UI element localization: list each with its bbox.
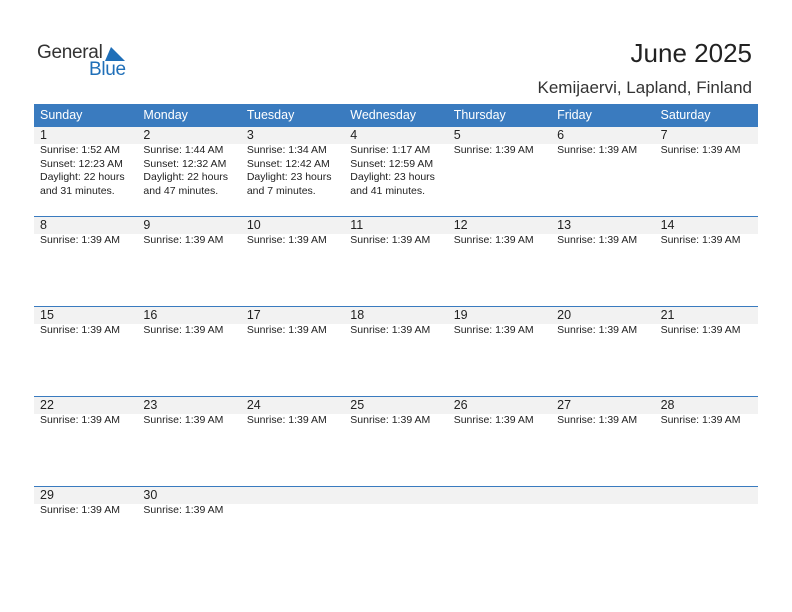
weekday-thursday: Thursday <box>453 108 506 122</box>
day-number: 19 <box>453 308 468 322</box>
logo-text-general: General <box>37 42 103 63</box>
day-cell <box>551 397 654 487</box>
weekday-header <box>34 104 758 126</box>
day-sun-info: Sunrise: 1:44 AM Sunset: 12:32 AM Daylight: 22 hours and 47 minutes. <box>143 144 229 197</box>
day-cell <box>241 127 344 217</box>
day-sun-info: Sunrise: 1:39 AM <box>143 504 224 516</box>
day-sun-info: Sunrise: 1:39 AM <box>660 324 741 336</box>
day-sun-info: Sunrise: 1:39 AM <box>453 144 534 156</box>
day-cell <box>655 397 758 487</box>
day-cell <box>344 307 447 397</box>
day-cell <box>551 487 654 577</box>
day-cell <box>137 127 240 217</box>
day-sun-info: Sunrise: 1:39 AM <box>557 144 638 156</box>
day-number: 2 <box>143 128 151 142</box>
day-cell <box>655 127 758 217</box>
day-sun-info: Sunrise: 1:39 AM <box>350 234 431 246</box>
day-sun-info: Sunrise: 1:39 AM <box>557 234 638 246</box>
day-cell <box>34 397 137 487</box>
day-cell <box>241 487 344 577</box>
day-number: 9 <box>143 218 151 232</box>
day-number: 28 <box>660 398 675 412</box>
calendar-week-row <box>34 396 758 487</box>
day-sun-info: Sunrise: 1:39 AM <box>350 324 431 336</box>
day-sun-info: Sunrise: 1:52 AM Sunset: 12:23 AM Daylight: 22 hours and 31 minutes. <box>40 144 125 197</box>
day-number: 12 <box>453 218 468 232</box>
day-sun-info: Sunrise: 1:39 AM <box>40 234 120 246</box>
day-cell <box>448 217 551 307</box>
day-cell <box>448 307 551 397</box>
day-cell <box>655 307 758 397</box>
calendar-week-row <box>34 486 758 577</box>
day-cell <box>137 487 240 577</box>
day-number: 4 <box>350 128 358 142</box>
day-number: 17 <box>246 308 261 322</box>
location-label: Kemijaervi, Lapland, Finland <box>537 78 752 97</box>
day-sun-info: Sunrise: 1:39 AM <box>453 324 534 336</box>
day-sun-info: Sunrise: 1:39 AM <box>660 234 741 246</box>
day-cell <box>34 127 137 217</box>
day-cell <box>551 217 654 307</box>
day-number: 15 <box>40 308 54 322</box>
weekday-tuesday: Tuesday <box>246 108 295 122</box>
logo-text-blue: Blue <box>89 59 126 80</box>
day-number: 26 <box>453 398 468 412</box>
day-number: 23 <box>143 398 158 412</box>
day-number: 3 <box>246 128 254 142</box>
day-number: 24 <box>246 398 261 412</box>
day-cell <box>655 217 758 307</box>
day-cell <box>448 397 551 487</box>
day-cell <box>137 397 240 487</box>
day-cell <box>137 307 240 397</box>
calendar-week-row <box>34 126 758 217</box>
day-number: 25 <box>350 398 365 412</box>
day-number <box>454 487 551 504</box>
day-cell <box>241 217 344 307</box>
day-sun-info: Sunrise: 1:39 AM <box>246 414 327 426</box>
day-number: 20 <box>557 308 572 322</box>
day-cell <box>34 307 137 397</box>
day-sun-info: Sunrise: 1:39 AM <box>40 324 120 336</box>
day-cell <box>34 487 137 577</box>
day-sun-info: Sunrise: 1:39 AM <box>40 414 120 426</box>
day-cell <box>448 127 551 217</box>
day-number <box>350 487 447 504</box>
day-number: 13 <box>557 218 572 232</box>
day-number <box>247 487 344 504</box>
day-sun-info: Sunrise: 1:39 AM <box>143 324 224 336</box>
day-number: 18 <box>350 308 365 322</box>
day-number: 29 <box>40 488 54 502</box>
day-sun-info: Sunrise: 1:39 AM <box>660 414 741 426</box>
day-number: 16 <box>143 308 158 322</box>
day-number <box>661 487 758 504</box>
day-sun-info: Sunrise: 1:39 AM <box>143 234 224 246</box>
day-sun-info: Sunrise: 1:39 AM <box>557 414 638 426</box>
day-cell <box>551 127 654 217</box>
generalblue-logo <box>37 42 147 82</box>
day-sun-info: Sunrise: 1:39 AM <box>40 504 120 516</box>
page-title: June 2025 <box>630 38 752 68</box>
weekday-sunday: Sunday <box>40 108 83 122</box>
day-number: 11 <box>350 218 364 232</box>
day-sun-info: Sunrise: 1:39 AM <box>143 414 224 426</box>
day-number: 5 <box>453 128 461 142</box>
day-number: 8 <box>40 218 47 232</box>
day-sun-info: Sunrise: 1:39 AM <box>557 324 638 336</box>
day-number: 21 <box>660 308 675 322</box>
day-number: 10 <box>246 218 261 232</box>
day-number <box>557 487 654 504</box>
day-cell <box>551 307 654 397</box>
day-number: 30 <box>143 488 158 502</box>
day-sun-info: Sunrise: 1:39 AM <box>660 144 741 156</box>
calendar-week-row <box>34 216 758 307</box>
calendar-week-row <box>34 306 758 397</box>
day-number: 14 <box>660 218 675 232</box>
day-sun-info: Sunrise: 1:39 AM <box>246 324 327 336</box>
day-cell <box>34 217 137 307</box>
weekday-monday: Monday <box>143 108 188 122</box>
day-cell <box>344 217 447 307</box>
day-cell <box>344 127 447 217</box>
weekday-wednesday: Wednesday <box>350 108 417 122</box>
day-sun-info: Sunrise: 1:39 AM <box>453 234 534 246</box>
weekday-saturday: Saturday <box>660 108 711 122</box>
day-number: 22 <box>40 398 54 412</box>
day-cell <box>241 307 344 397</box>
day-cell <box>241 397 344 487</box>
day-cell <box>137 217 240 307</box>
day-number: 6 <box>557 128 565 142</box>
day-sun-info: Sunrise: 1:39 AM <box>246 234 327 246</box>
day-sun-info: Sunrise: 1:39 AM <box>350 414 431 426</box>
day-number: 27 <box>557 398 572 412</box>
day-cell <box>655 487 758 577</box>
day-cell <box>344 397 447 487</box>
day-cell <box>448 487 551 577</box>
day-number: 1 <box>40 128 47 142</box>
day-number: 7 <box>660 128 668 142</box>
day-sun-info: Sunrise: 1:39 AM <box>453 414 534 426</box>
weekday-friday: Friday <box>557 108 592 122</box>
day-cell <box>344 487 447 577</box>
day-sun-info: Sunrise: 1:34 AM Sunset: 12:42 AM Daylight: 23 hours and 7 minutes. <box>246 144 332 197</box>
day-sun-info: Sunrise: 1:17 AM Sunset: 12:59 AM Daylight: 23 hours and 41 minutes. <box>350 144 435 197</box>
